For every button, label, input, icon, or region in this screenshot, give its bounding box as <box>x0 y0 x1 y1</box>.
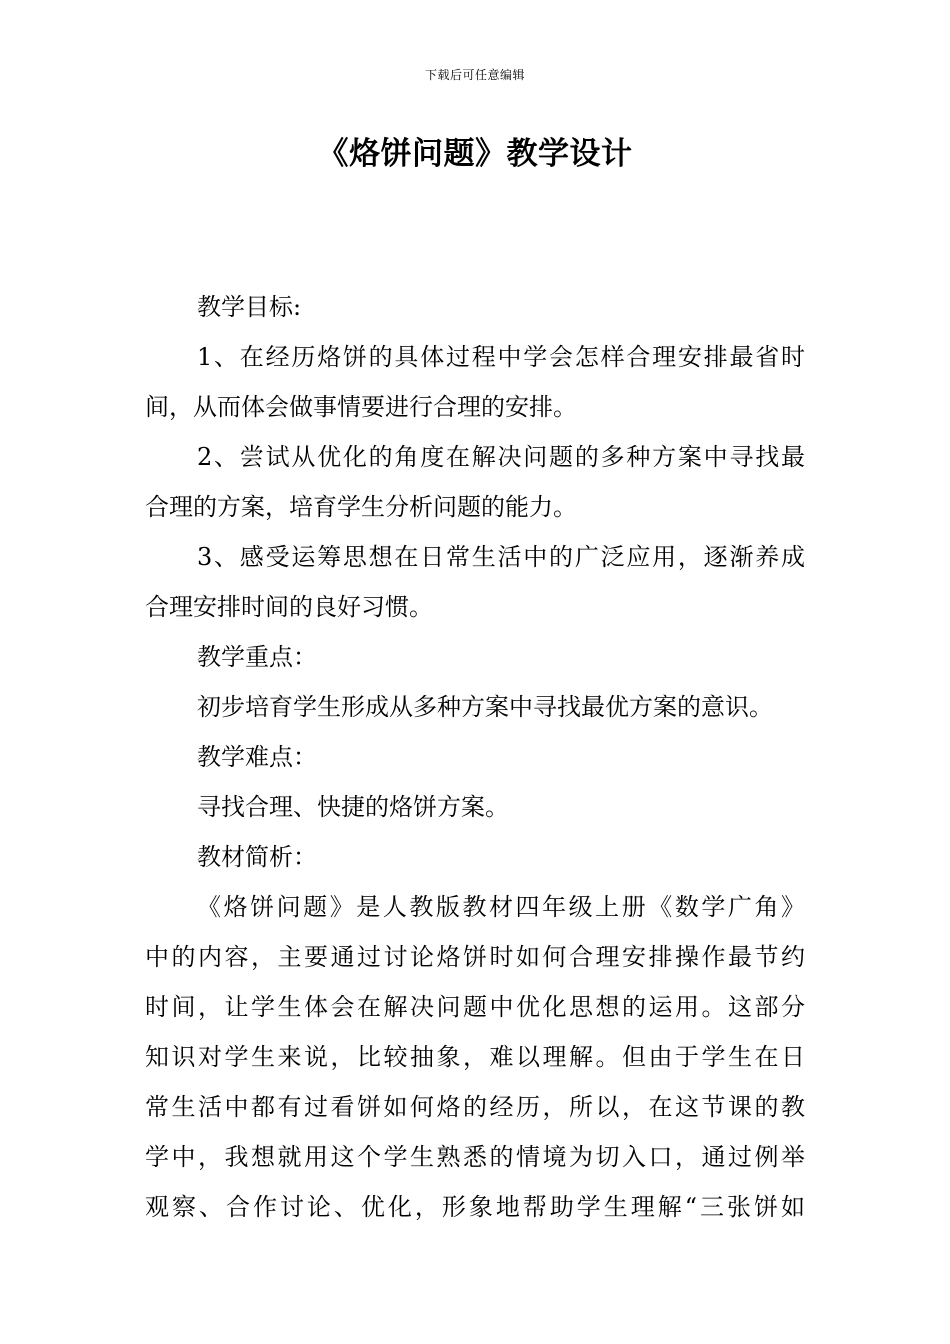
paragraph-line: 知识对学生来说，比较抽象，难以理解。但由于学生在日 <box>145 1043 805 1071</box>
page-header: 下载后可任意编辑 <box>424 68 525 82</box>
paragraph-line: 初步培育学生形成从多种方案中寻找最优方案的意识。 <box>197 693 773 721</box>
paragraph-line: 时间，让学生体会在解决问题中优化思想的运用。这部分 <box>145 993 805 1021</box>
paragraph-line: 2、尝试从优化的角度在解决问题的多种方案中寻找最 <box>197 443 805 471</box>
paragraph-line: 3、感受运筹思想在日常生活中的广泛应用，逐渐养成 <box>197 543 805 571</box>
paragraph-line: 中的内容，主要通过讨论烙饼时如何合理安排操作最节约 <box>145 943 805 971</box>
paragraph-line: 教学难点： <box>197 743 317 771</box>
paragraph-line: 教学重点： <box>197 643 317 671</box>
paragraph-line: 常生活中都有过看饼如何烙的经历，所以，在这节课的教 <box>145 1093 805 1121</box>
paragraph-line: 教材简析： <box>197 843 317 871</box>
paragraph-line: 间，从而体会做事情要进行合理的安排。 <box>145 393 577 421</box>
paragraph-line: 寻找合理、快捷的烙饼方案。 <box>197 793 509 821</box>
document-title: 《烙饼问题》教学设计 <box>317 136 633 172</box>
paragraph-line: 学中，我想就用这个学生熟悉的情境为切入口，通过例举 <box>145 1143 805 1171</box>
document-body <box>145 282 805 1232</box>
paragraph-line: 1、在经历烙饼的具体过程中学会怎样合理安排最省时 <box>197 343 805 371</box>
paragraph-line: 教学目标: <box>197 293 302 321</box>
paragraph-line: 观察、合作讨论、优化，形象地帮助学生理解“三张饼如 <box>145 1193 805 1221</box>
paragraph-line: 合理安排时间的良好习惯。 <box>145 593 433 621</box>
paragraph-line: 合理的方案，培育学生分析问题的能力。 <box>145 493 577 521</box>
paragraph-line: 《烙饼问题》是人教版教材四年级上册《数学广角》 <box>197 893 805 921</box>
